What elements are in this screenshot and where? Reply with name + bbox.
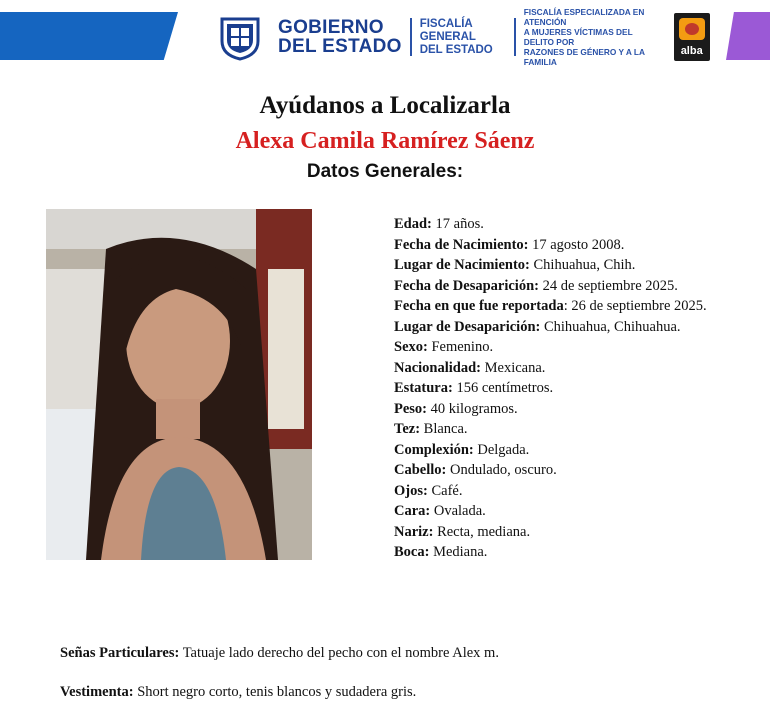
detail-label: Sexo: <box>394 339 428 355</box>
fem-line-3: RAZONES DE GÉNERO Y A LA FAMILIA <box>523 47 645 67</box>
detail-item-fecha-desaparicion <box>394 276 724 297</box>
person-name: Alexa Camila Ramírez Sáenz <box>235 128 535 154</box>
detail-value: : 26 de septiembre 2025. <box>563 298 707 314</box>
person-photo <box>46 209 312 560</box>
detail-item-cara <box>394 501 724 522</box>
gobierno-logo-text <box>278 18 402 56</box>
detail-value: Mediana. <box>429 544 488 560</box>
state-seal-icon <box>216 13 264 61</box>
gov-line-2: DEL ESTADO <box>278 36 402 57</box>
vestimenta <box>60 684 416 701</box>
header-purple-band <box>726 12 770 60</box>
detail-label: Edad: <box>394 216 432 232</box>
alba-emblem-icon <box>685 23 699 35</box>
detail-item-estatura <box>394 378 724 399</box>
senas-particulares <box>60 645 499 662</box>
section-subtitle: Datos Generales: <box>306 161 464 182</box>
detail-value: 156 centímetros. <box>452 380 554 396</box>
detail-value: 40 kilogramos. <box>427 400 518 417</box>
detail-label: Ojos: <box>394 482 428 499</box>
detail-item-fecha-nacimiento <box>394 235 724 256</box>
detail-value: 17 años. <box>431 216 484 232</box>
detail-label: Fecha de Desaparición: <box>394 277 539 294</box>
senas-label: Señas Particulares: <box>60 645 180 661</box>
page-title: Ayúdanos a Localizarla <box>259 92 511 119</box>
header-blue-band <box>0 12 178 60</box>
detail-value: Chihuahua, Chih. <box>529 257 636 273</box>
detail-label: Cara: <box>394 503 431 519</box>
header <box>216 7 710 67</box>
detail-item-nariz <box>394 522 724 543</box>
fiscalia-especializada-text <box>524 7 664 67</box>
gov-line-1: GOBIERNO <box>278 17 384 38</box>
general-data-list <box>394 214 724 563</box>
detail-item-sexo <box>394 337 724 358</box>
detail-label: Nacionalidad: <box>394 359 482 376</box>
vestimenta-label: Vestimenta: <box>60 684 134 700</box>
fiscalia-logo-text <box>420 18 506 57</box>
detail-value: 24 de septiembre 2025. <box>538 277 678 294</box>
detail-label: Fecha en que fue reportada <box>394 298 564 314</box>
detail-label: Lugar de Nacimiento: <box>394 257 530 273</box>
fiscalia-line-2: DEL ESTADO <box>419 43 493 56</box>
fem-line-1: FISCALÍA ESPECIALIZADA EN ATENCIÓN <box>523 7 645 27</box>
detail-label: Complexión: <box>394 441 474 458</box>
detail-item-lugar-nacimiento <box>394 255 724 276</box>
detail-value: Blanca. <box>420 421 468 437</box>
detail-value: Ovalada. <box>430 503 486 519</box>
detail-value: Ondulado, oscuro. <box>446 462 557 478</box>
detail-item-complexion <box>394 440 724 461</box>
header-divider <box>514 18 516 56</box>
detail-label: Boca: <box>394 544 430 560</box>
header-divider <box>410 18 412 56</box>
detail-item-peso <box>394 399 724 420</box>
detail-item-cabello <box>394 460 724 481</box>
detail-value: Mexicana. <box>481 359 546 376</box>
detail-value: Delgada. <box>473 441 530 458</box>
detail-label: Nariz: <box>394 523 434 540</box>
photo-placeholder-icon <box>46 209 312 560</box>
detail-item-ojos <box>394 481 724 502</box>
senas-value: Tatuaje lado derecho del pecho con el nombre Alex m. <box>179 645 499 661</box>
detail-item-boca <box>394 542 724 563</box>
detail-label: Cabello: <box>394 462 447 478</box>
detail-item-edad <box>394 214 724 235</box>
detail-value: Café. <box>427 482 463 499</box>
detail-value: Recta, mediana. <box>433 523 531 540</box>
detail-item-lugar-desaparicion <box>394 317 724 338</box>
alba-logo-label: alba <box>680 45 703 57</box>
detail-value: Femenino. <box>427 339 494 355</box>
detail-value: Chihuahua, Chihuahua. <box>540 318 681 335</box>
detail-label: Lugar de Desaparición: <box>394 318 541 335</box>
detail-label: Estatura: <box>394 380 453 396</box>
detail-item-fecha-reporte <box>394 296 724 317</box>
alba-logo <box>674 13 710 61</box>
detail-label: Peso: <box>394 400 428 417</box>
detail-label: Fecha de Nacimiento: <box>394 236 529 253</box>
detail-value: 17 agosto 2008. <box>528 236 625 253</box>
detail-item-tez <box>394 419 724 440</box>
detail-item-nacionalidad <box>394 358 724 379</box>
detail-label: Tez: <box>394 421 421 437</box>
vestimenta-value: Short negro corto, tenis blancos y sudadera gris. <box>133 684 417 700</box>
fem-line-2: A MUJERES VÍCTIMAS DEL DELITO POR <box>523 27 633 47</box>
fiscalia-line-1: FISCALÍA GENERAL <box>419 17 476 43</box>
